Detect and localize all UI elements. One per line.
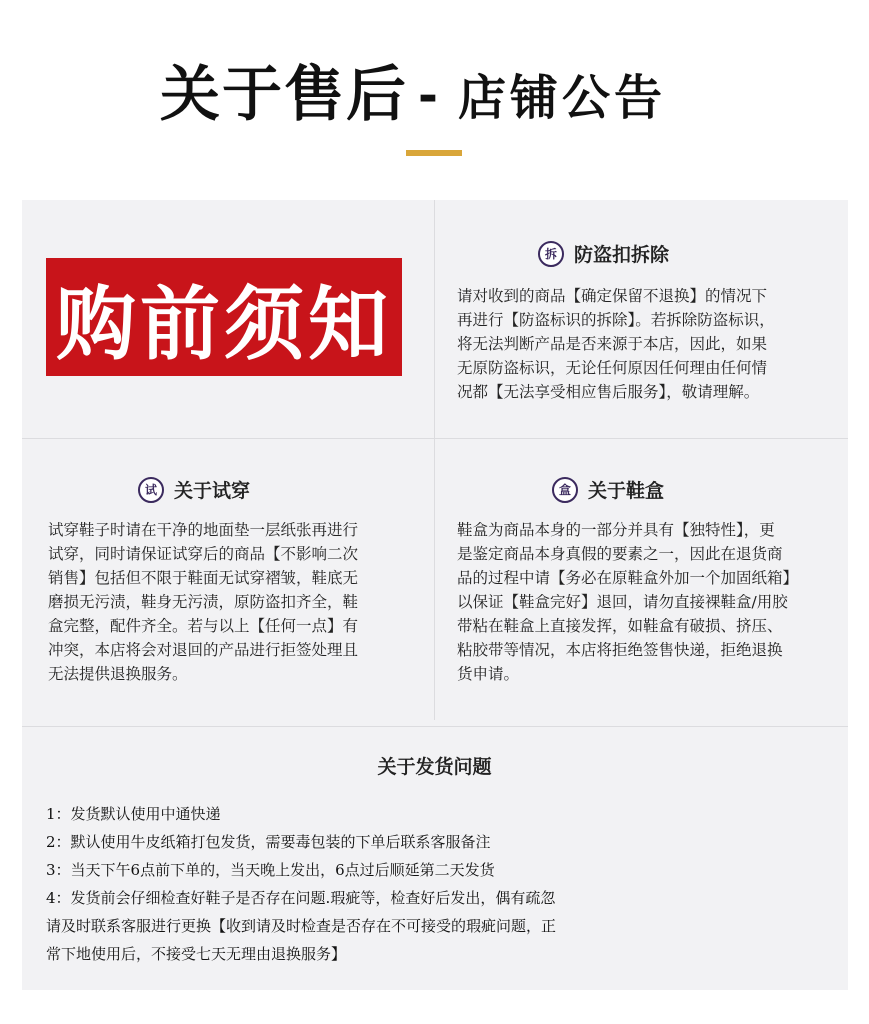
shoe-box-title: 关于鞋盒 bbox=[588, 480, 665, 502]
shoe-box-text bbox=[457, 518, 798, 686]
text-line: 鞋盒为商品本身的一部分并具有【独特性】，更 bbox=[457, 521, 775, 539]
title-separator: - bbox=[418, 68, 438, 124]
row-divider-2 bbox=[22, 726, 848, 727]
banner-text: 购前须知 bbox=[56, 276, 392, 371]
list-item: 4：发货前会仔细检查好鞋子是否存在问题.瑕疵等，检查好后发出，偶有疏忽 bbox=[46, 889, 556, 907]
text-line: 无法提供退换服务。 bbox=[48, 665, 188, 683]
text-line: 磨损无污渍，鞋身无污渍，原防盗扣齐全，鞋 bbox=[48, 593, 359, 611]
row-divider-1 bbox=[22, 438, 848, 439]
list-item: 请及时联系客服进行更换【收到请及时检查是否存在不可接受的瑕疵问题，正 bbox=[46, 917, 557, 935]
list-item: 2：默认使用牛皮纸箱打包发货，需要毒包装的下单后联系客服备注 bbox=[46, 833, 491, 851]
page-subtitle: 店铺公告 bbox=[458, 70, 667, 126]
title-underline bbox=[406, 150, 462, 156]
text-line: 盒完整，配件齐全。若与以上【任何一点】有 bbox=[48, 617, 359, 635]
page-header bbox=[0, 0, 869, 200]
text-line: 试穿鞋子时请在干净的地面垫一层纸张再进行 bbox=[48, 521, 359, 539]
remove-icon: 拆 bbox=[538, 241, 564, 267]
try-on-icon: 试 bbox=[138, 477, 164, 503]
purchase-notice-banner bbox=[46, 258, 402, 376]
try-on-text bbox=[48, 518, 358, 686]
text-line: 粘胶带等情况，本店将拒绝签售快递，拒绝退换 bbox=[457, 641, 783, 659]
page-title: 关于售后 bbox=[160, 60, 408, 130]
text-line: 带粘在鞋盒上直接发挥，如鞋盒有破损、挤压、 bbox=[457, 617, 783, 635]
text-line: 试穿，同时请保证试穿后的商品【不影响二次 bbox=[48, 545, 359, 563]
text-line: 无原防盗标识，无论任何原因任何理由任何情 bbox=[457, 359, 768, 377]
anti-theft-header bbox=[538, 240, 669, 267]
text-line: 是鉴定商品本身真假的要素之一，因此在退货商 bbox=[457, 545, 783, 563]
list-item: 常下地使用后，不接受七天无理由退换服务】 bbox=[46, 945, 347, 963]
list-item: 3：当天下午6点前下单的，当天晚上发出，6点过后顺延第二天发货 bbox=[46, 861, 495, 879]
shoe-box-header bbox=[552, 476, 664, 503]
list-item: 1：发货默认使用中通快递 bbox=[46, 805, 221, 823]
anti-theft-text bbox=[457, 284, 775, 404]
shipping-list bbox=[46, 800, 556, 968]
try-on-title: 关于试穿 bbox=[174, 480, 251, 502]
text-line: 况都【无法享受相应售后服务】，敬请理解。 bbox=[457, 383, 760, 401]
box-icon: 盒 bbox=[552, 477, 578, 503]
shipping-title: 关于发货问题 bbox=[377, 756, 492, 778]
text-line: 再进行【防盗标识的拆除】。若拆除防盗标识， bbox=[457, 311, 775, 329]
text-line: 品的过程中请【务必在原鞋盒外加一个加固纸箱】 bbox=[457, 569, 799, 587]
anti-theft-title: 防盗扣拆除 bbox=[574, 244, 670, 266]
text-line: 销售】包括但不限于鞋面无试穿褶皱，鞋底无 bbox=[48, 569, 359, 587]
try-on-header bbox=[138, 476, 250, 503]
text-line: 货申请。 bbox=[457, 665, 520, 683]
text-line: 将无法判断产品是否来源于本店，因此，如果 bbox=[457, 335, 768, 353]
text-line: 以保证【鞋盒完好】退回，请勿直接裸鞋盒/用胶 bbox=[457, 593, 788, 611]
column-divider bbox=[434, 200, 435, 720]
text-line: 冲突，本店将会对退回的产品进行拒签处理且 bbox=[48, 641, 359, 659]
text-line: 请对收到的商品【确定保留不退换】的情况下 bbox=[457, 287, 768, 305]
